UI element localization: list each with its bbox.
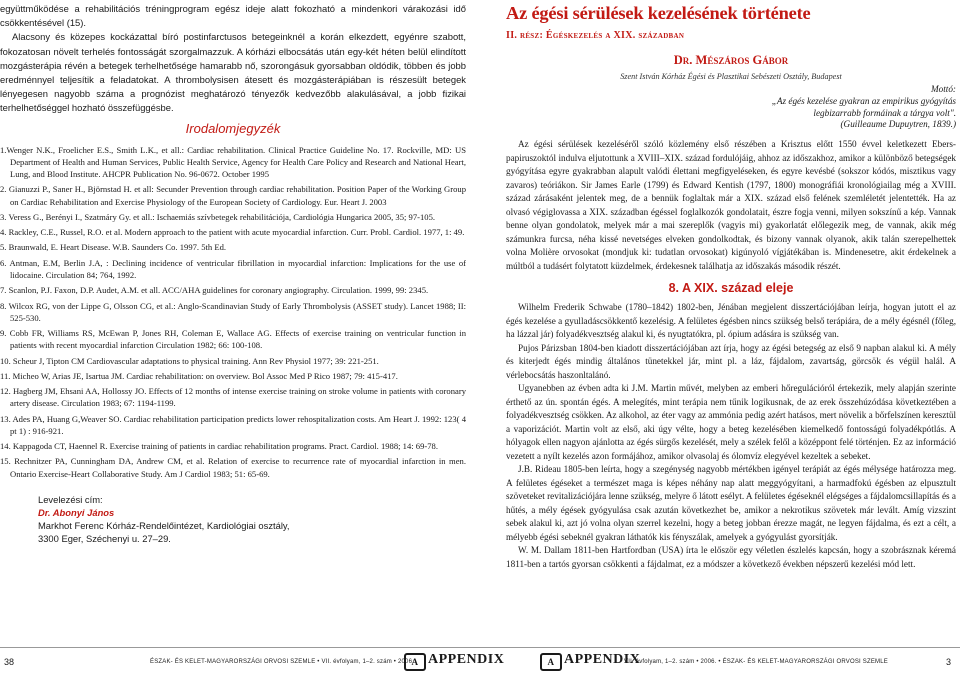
right-page	[480, 0, 960, 673]
right-page-number: 3	[946, 657, 952, 667]
right-paragraph-6: W. M. Dallam 1811-ben Hartfordban (USA) írta le először egy véletlen észlelés kapcsán, hogy a szobrásznak kéremá 1811-ben a tartós gyorsan csökkenti a fájdalmat, ez a módszer a következő években népszerű kezelési mód lett.	[506, 545, 956, 569]
right-paragraph-5: J.B. Rideau 1805-ben leírta, hogy a szegénység nagyobb mértékben igényel terápiát az égés mélysége határozza meg. A felületes égéseket a természet maga is képes néhány nap alatt meggyógyítani, a harmadfokú égésben az elpusztult szöveteket revitalizációjára lenne szükség, melyre ő látott esélyt. A felületes égéseknél elégséges a fájdalomcsillapítás és a hűtés, a mély égések gyógyulása csak azután következhet be, amikor a nekrotikus szövetek már levált. Amíg vizszint sebek alakul ki, azt jó volna olyan szerrel kezelni, hogy a beteg jobban érezze magát, ne legyen fájdalma, és ezt a célt, a mélyebb égési sebeknél gyakran láthatók kis fényszálak, amelyek a gyógyulást gyorsítják.	[506, 464, 956, 542]
left-footer	[0, 647, 505, 673]
reference-item: 3. Veress G., Berényi I., Szatmáry Gy. et all.: Ischaemiás szívbetegek rehabilitációja, Cardiológia Hungarica 2005, 35; 97-105.	[0, 211, 436, 222]
reference-item: 15. Rechnitzer PA, Cunningham DA, Andrew CM, et al. Relation of exercise to recurrence rate of myocardial infarction in men. Ontario Exercise-Heart Collaborative Study. Am J Cardiol 1983; 51: 65-69.	[0, 456, 466, 479]
reference-item: 6. Antman, E.M, Berlin J.A, : Declining incidence of ventricular fibrillation in myocardial infarction: Implications for the use of lidocaine. Circulation 84; 764, 1992.	[0, 257, 466, 280]
motto-author: (Guilleaume Dupuytren, 1839.)	[840, 119, 956, 130]
reference-item: 13. Ades PA, Huang G,Weaver SO. Cardiac rehabilitation participation predicts lower rehospitalization costs. Am Heart J. 1992: 123( 4 pt 1) : 916-921.	[0, 413, 466, 436]
motto-label: Mottó:	[930, 84, 956, 94]
reference-list	[0, 144, 466, 480]
correspondence-street: 3300 Eger, Széchenyi u. 27–29.	[38, 533, 171, 545]
correspondence-label: Levelezési cím:	[38, 493, 103, 505]
correspondence-institution: Markhot Ferenc Kórház-Rendelőintézet, Kardiológiai osztály,	[38, 520, 290, 532]
reference-item: 10. Scheur J, Tipton CM Cardiovascular adaptations to physical training. Ann Rev Physiol 1977; 39: 221-251.	[0, 355, 379, 366]
article-subtitle: II. rész: Égéskezelés a XIX. században	[506, 30, 685, 41]
reference-item: 4. Rackley, C.E., Russel, R.O. et al. Modern approach to the patient with acute myocardial infarction. Curr. Probl. Cardiol. 1977, 1: 49.	[0, 227, 465, 238]
reference-item: 7. Scanlon, P.J. Faxon, D.P. Audet, A.M. et all. ACC/AHA guidelines for coronary angiography. Circulation. 1999, 99: 2345.	[0, 285, 429, 296]
right-paragraph-1: Az égési sérülések kezeléséről szóló közlemény első részében a Krisztus előtt 1550 évvel keletkezett Ebers-papiruszoktól indulva eljutottunk a XVIII–XIX. század fordulójáig, ahhoz az időszakhoz, amikor a különböző betegségek gyógyítása egyre gyakrabban alapult valódi élettani megfigyeléseken, és egyre kevésbé (sokszor kódós, misztikus vagy zavaros) teóriákon. Sir James Earle (1799) és Edward Kentish (1797, 1800) monográfiái kronológiailag még a XVIII. század zárásaként jelentek meg, de a bennük foglaltak már a XIX. század első felének szemléletét jelentették. Ha az olvasó végiglovassa a XIX. században égéssel foglalkozók gondolatait, észre fogja venni, milyen sokszínű a kép. Vannak benne olyan gondolatok, melyek már a mai szereplők (vagyis mi) gyakorlatát előlegezik meg, de vannak, akik még számunkra furcsa, néha kissé nevetséges elveken gondolkodtak, és bizony vannak olyanok, akik talán szerepelhettek volna Molière orvosokat (mondjuk ki: tudatlan orvosokat) kigúnyoló vígjátékában is. Mindenesetre, akit érdekelnek a múltból a tudásért folytatott küzdelmek, érdekesnek találhatja az időszakás második részét.	[506, 139, 956, 271]
left-journal-name: ÉSZAK- ÉS KELET-MAGYARORSZÁGI ORVOSI SZEMLE • VII. évfolyam, 1–2. szám • 2006.	[150, 659, 414, 665]
correspondence-address	[38, 493, 466, 546]
reference-item: 1.Wenger N.K., Froelicher E.S., Smith L.K., et all.: Cardiac rehabilitation. Clinical Practice Guideline No. 17. Rockville, MD: US Department of Health and Human Services, Public Health Service, Agency for Health Care Policy and Research and National Heart, Lung, and Blood Institute. AHCPR Publication No. 96-0672. October 1995	[0, 144, 466, 180]
reference-item: 11. Micheo W, Arias JE, Isartua JM. Cardiac rehabilitation: on overview. Bol Assoc Med P Rico 1987; 79: 415-417.	[0, 370, 398, 381]
reference-item: 5. Braunwald, E. Heart Disease. W.B. Saunders Co. 1997. 5th Ed.	[0, 242, 227, 253]
reference-item: 8. Wilcox RG, von der Lippe G, Olsson CG, et al.: Anglo-Scandinavian Study of Early Thrombolysis (ASSET study). Lancet 1988; II: 525-530.	[0, 300, 466, 323]
reference-item: 12. Hagberg JM, Ehsani AA, Hollossy JO. Effects of 12 months of intense exercise training on stroke volume in patients with coronary artery disease. Circulation 1983; 67: 1194-1199.	[0, 386, 466, 409]
appendix-logo-icon: A	[540, 653, 562, 671]
appendix-logo-icon: A	[404, 653, 426, 671]
right-paragraph-3: Pujos Párizsban 1804-ben kiadott disszertációjában azt írja, hogy az égési betegség az első 9 napban alakul ki. A mély és kiterjedt égés mindig általános tünetekkel jár, mint pl. a láz, fájdalom, zavartság, görcsök és végül halál. A vérlebocsátás haszonltalánó.	[506, 342, 956, 380]
motto-line: „Az égés kezelése gyakran az empirikus gyógyítás	[771, 95, 956, 106]
references-title: Irodalomjegyzék	[185, 120, 281, 136]
correspondence-name: Dr. Abonyi János	[38, 507, 115, 519]
appendix-logo-text: APPENDIX	[428, 652, 505, 667]
reference-item: 14. Kappagoda CT, Haennel R. Exercise training of patients in cardiac rehabilitation programs. Pract. Cardiol. 1988; 14: 69-78.	[0, 441, 438, 452]
motto	[506, 84, 956, 131]
article-title: Az égési sérülések kezelésének története	[506, 3, 811, 23]
left-page-number: 38	[4, 657, 15, 667]
right-journal-name: VII. évfolyam, 1–2. szám • 2006. • ÉSZAK- ÉS KELET-MAGYARORSZÁGI ORVOSI SZEMLE	[624, 659, 888, 665]
right-paragraph-2: Wilhelm Frederik Schwabe (1780–1842) 1802-ben, Jénában megjelent disszertációjában leírja, hogyan jutott el az égés kezelése a gyulladáscsökkentő kezelésig. A felületes égésben nincs szükség belső terápiára, de a mély égésnél (főleg, ha lázzal jár) folyadékvesztség alakul ki, és nyugtatókra, pl. ópium adására is szükség van.	[506, 302, 956, 340]
right-paragraph-4: Ugyanebben az évben adta ki J.M. Martin művét, melyben az emberi hőregulációról értekezik, mely alapján szerinte érthető az ún. spontán égés. A melegítés, mint terápia nem tűnik logikusnak, de az erek összehúzódása következtében a folyadékvesztség csökken. Az alkohol, az éter vagy az ammónia pedig azért hatásos, mert növelik a bőrfelszínen keresztül a vaporizációt. Martin volt az első, aki úgy vélte, hogy a beteg kezelésében kiemelkedő fontosságú folyadékpótlás. A hólyagok ellen nagyon ajánlotta az égés sürgős kezelését, mely a szélek felől a középpont felé történjen. Ez az információ vezetett a nyílt kezelés azon formájához, amikor olvasolaj és ólomvíz elegyével kezeltek a sebeket.	[506, 383, 956, 461]
author-affiliation: Szent István Kórház Égési és Plasztikai Sebészeti Osztály, Budapest	[620, 72, 842, 81]
appendix-logo-text: APPENDIX	[564, 652, 641, 667]
reference-item: 2. Gianuzzi P., Saner H., Björnstad H. et all: Secunder Prevention through cardiac rehabilitation. Position Paper of the Working Group on Cardiac Rehabilitation and Exercise Physiology of the European Society of Cardiology. Eur. Heart J. 2003	[0, 184, 466, 207]
article-author: Dr. Mészáros Gábor	[673, 53, 789, 67]
section-heading: 8. A XIX. század eleje	[668, 281, 794, 296]
reference-item: 9. Cobb FR, Williams RS, McEwan P, Jones RH, Coleman E, Wallace AG. Effects of exercise training on ventricular function in patients with recent myocardial infarction Circulation 1982; 66: 100-108.	[0, 328, 466, 351]
left-paragraph-2: Alacsony és közepes kockázattal bíró postinfarctusos betegeinknél a korán elkezdett, egyénre szabott, fokozatosan növelt terhelés fontosságát szorgalmazzuk. A kórházi elbocsátás után egy-két héten belül elindított mozgásterápia révén a betegek terhelhetősége hamarabb nő, szorongásuk gyorsabban oldódik, többen és jobb eredménnyel teljesítik a feladatokat. A thrombolysisen átesett és mozgásterápiában is részesült betegek lényegesen nagyobb száma a prognózist meghatározó tényezők kedvezőbb alakulásával, a jobb fizikai terhelhetőséggel hozható összefüggésbe.	[0, 31, 466, 114]
right-footer	[480, 647, 960, 673]
left-paragraph-1: együttműködése a rehabilitációs tréningprogram egész ideje alatt fokozható a mindenkori várakozási idő csökkentésével (15).	[0, 3, 466, 29]
motto-line: legbizarrabb formáinak a tárgya volt".	[813, 107, 956, 118]
